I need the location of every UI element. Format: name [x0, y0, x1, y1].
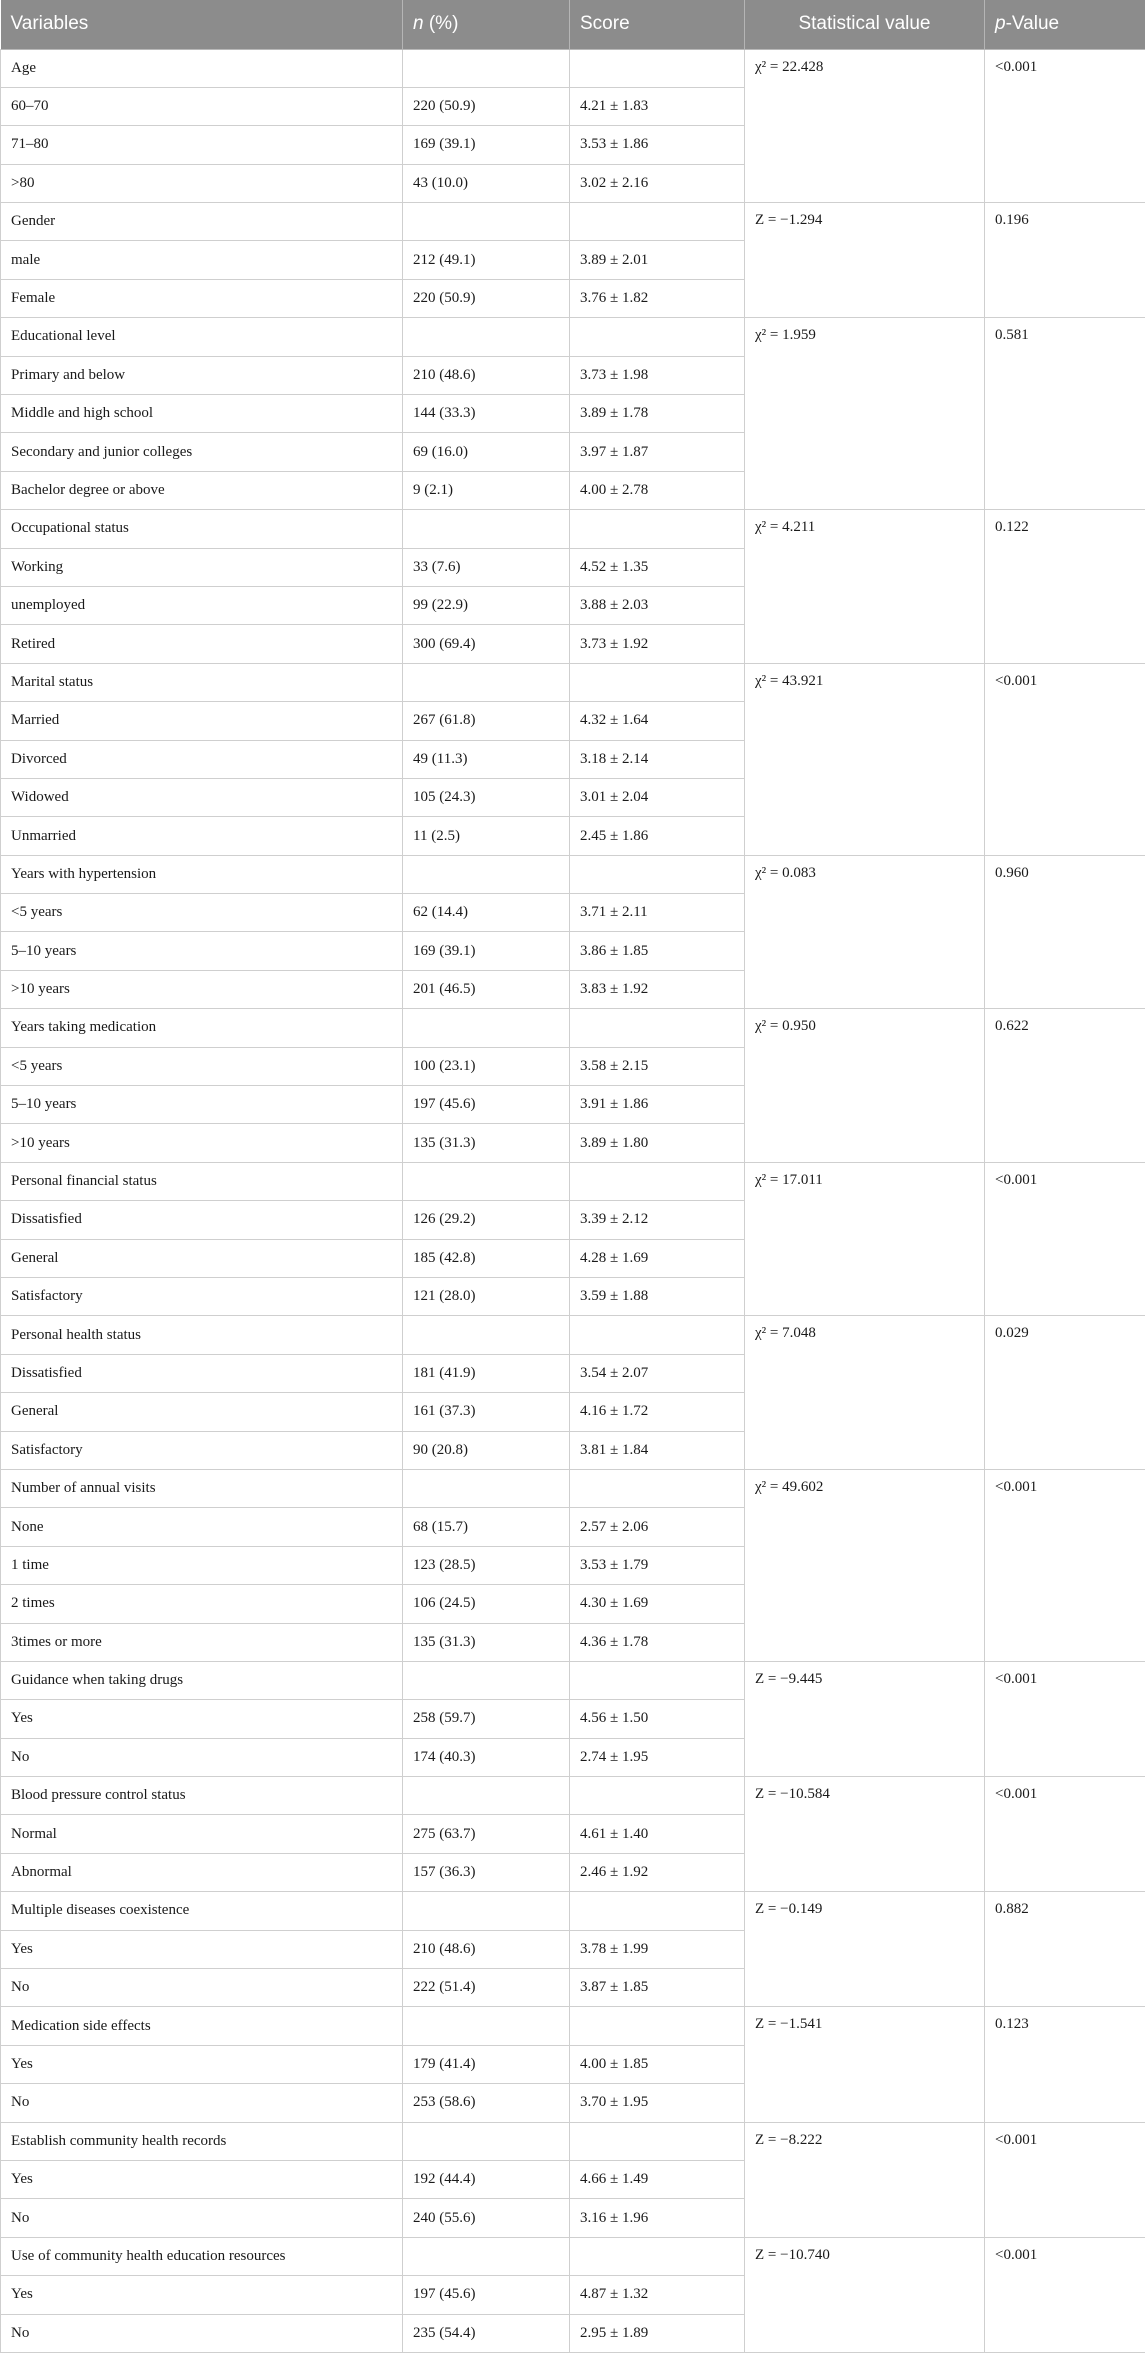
group-header-row	[1, 1661, 1145, 1699]
category-cell: Yes	[1, 2045, 403, 2083]
n-percent-cell: 300 (69.4)	[403, 625, 570, 663]
statistical-value-cell: χ² = 17.011	[745, 1162, 985, 1316]
n-percent-cell: 197 (45.6)	[403, 2276, 570, 2314]
empty-score-cell	[570, 855, 745, 893]
category-cell: Female	[1, 279, 403, 317]
group-header-row	[1, 203, 1145, 241]
score-cell: 4.00 ± 1.85	[570, 2045, 745, 2083]
group-header-row	[1, 2007, 1145, 2045]
score-cell: 4.21 ± 1.83	[570, 87, 745, 125]
score-cell: 3.88 ± 2.03	[570, 586, 745, 624]
statistical-value-cell: χ² = 49.602	[745, 1469, 985, 1661]
empty-score-cell	[570, 49, 745, 87]
empty-n-cell	[403, 1009, 570, 1047]
category-cell: Dissatisfied	[1, 1201, 403, 1239]
variable-name-cell: Years taking medication	[1, 1009, 403, 1047]
n-percent-cell: 11 (2.5)	[403, 817, 570, 855]
p-value-cell: 0.581	[985, 318, 1145, 510]
p-value-cell: <0.001	[985, 1162, 1145, 1316]
n-percent-cell: 62 (14.4)	[403, 894, 570, 932]
category-cell: Divorced	[1, 740, 403, 778]
header-p-value	[985, 0, 1145, 49]
p-value-cell: <0.001	[985, 2237, 1145, 2352]
n-percent-cell: 123 (28.5)	[403, 1546, 570, 1584]
n-percent-cell: 222 (51.4)	[403, 1969, 570, 2007]
score-cell: 3.81 ± 1.84	[570, 1431, 745, 1469]
score-cell: 2.74 ± 1.95	[570, 1738, 745, 1776]
score-cell: 3.73 ± 1.92	[570, 625, 745, 663]
empty-score-cell	[570, 1162, 745, 1200]
header-p-suffix: -Value	[1005, 13, 1060, 35]
score-cell: 4.87 ± 1.32	[570, 2276, 745, 2314]
n-percent-cell: 68 (15.7)	[403, 1508, 570, 1546]
group-header-row	[1, 1892, 1145, 1930]
category-cell: Abnormal	[1, 1853, 403, 1891]
category-cell: Retired	[1, 625, 403, 663]
category-cell: Primary and below	[1, 356, 403, 394]
category-cell: No	[1, 1738, 403, 1776]
p-value-cell: <0.001	[985, 663, 1145, 855]
category-cell: General	[1, 1239, 403, 1277]
n-percent-cell: 161 (37.3)	[403, 1393, 570, 1431]
score-cell: 4.36 ± 1.78	[570, 1623, 745, 1661]
group-header-row	[1, 318, 1145, 356]
n-percent-cell: 99 (22.9)	[403, 586, 570, 624]
empty-n-cell	[403, 1316, 570, 1354]
header-statistical-value: Statistical value	[745, 0, 985, 49]
category-cell: Working	[1, 548, 403, 586]
header-n-suffix: (%)	[423, 13, 459, 35]
empty-score-cell	[570, 663, 745, 701]
n-percent-cell: 174 (40.3)	[403, 1738, 570, 1776]
n-percent-cell: 100 (23.1)	[403, 1047, 570, 1085]
n-percent-cell: 9 (2.1)	[403, 471, 570, 509]
score-cell: 3.54 ± 2.07	[570, 1354, 745, 1392]
score-cell: 3.18 ± 2.14	[570, 740, 745, 778]
score-cell: 3.89 ± 1.80	[570, 1124, 745, 1162]
category-cell: 5–10 years	[1, 1086, 403, 1124]
n-percent-cell: 210 (48.6)	[403, 356, 570, 394]
p-value-cell: 0.122	[985, 510, 1145, 664]
n-percent-cell: 33 (7.6)	[403, 548, 570, 586]
variable-name-cell: Establish community health records	[1, 2122, 403, 2160]
score-cell: 2.46 ± 1.92	[570, 1853, 745, 1891]
empty-n-cell	[403, 855, 570, 893]
empty-score-cell	[570, 1661, 745, 1699]
statistical-value-cell: χ² = 4.211	[745, 510, 985, 664]
variable-name-cell: Years with hypertension	[1, 855, 403, 893]
p-value-cell: 0.029	[985, 1316, 1145, 1470]
score-cell: 3.53 ± 1.86	[570, 126, 745, 164]
score-cell: 3.97 ± 1.87	[570, 433, 745, 471]
empty-score-cell	[570, 1892, 745, 1930]
category-cell: <5 years	[1, 894, 403, 932]
group-header-row	[1, 2237, 1145, 2275]
group-header-row	[1, 1777, 1145, 1815]
group-header-row	[1, 510, 1145, 548]
category-cell: Yes	[1, 2276, 403, 2314]
empty-n-cell	[403, 663, 570, 701]
header-p-italic: p	[995, 13, 1006, 35]
header-row	[1, 0, 1145, 49]
category-cell: No	[1, 2084, 403, 2122]
statistical-value-cell: χ² = 43.921	[745, 663, 985, 855]
p-value-cell: <0.001	[985, 1777, 1145, 1892]
n-percent-cell: 126 (29.2)	[403, 1201, 570, 1239]
n-percent-cell: 169 (39.1)	[403, 126, 570, 164]
empty-n-cell	[403, 2122, 570, 2160]
statistical-value-cell: Z = −9.445	[745, 1661, 985, 1776]
statistical-value-cell: Z = −8.222	[745, 2122, 985, 2237]
statistical-value-cell: χ² = 0.083	[745, 855, 985, 1009]
category-cell: Widowed	[1, 778, 403, 816]
empty-score-cell	[570, 1469, 745, 1507]
category-cell: No	[1, 2314, 403, 2352]
group-header-row	[1, 1469, 1145, 1507]
n-percent-cell: 267 (61.8)	[403, 702, 570, 740]
category-cell: >10 years	[1, 1124, 403, 1162]
category-cell: No	[1, 2199, 403, 2237]
n-percent-cell: 106 (24.5)	[403, 1585, 570, 1623]
score-cell: 3.02 ± 2.16	[570, 164, 745, 202]
category-cell: 5–10 years	[1, 932, 403, 970]
category-cell: 1 time	[1, 1546, 403, 1584]
n-percent-cell: 192 (44.4)	[403, 2160, 570, 2198]
category-cell: >80	[1, 164, 403, 202]
p-value-cell: 0.960	[985, 855, 1145, 1009]
empty-n-cell	[403, 1469, 570, 1507]
variable-name-cell: Medication side effects	[1, 2007, 403, 2045]
category-cell: >10 years	[1, 970, 403, 1008]
score-cell: 3.39 ± 2.12	[570, 1201, 745, 1239]
variable-name-cell: Gender	[1, 203, 403, 241]
score-cell: 3.78 ± 1.99	[570, 1930, 745, 1968]
category-cell: No	[1, 1969, 403, 2007]
group-header-row	[1, 1162, 1145, 1200]
category-cell: Normal	[1, 1815, 403, 1853]
empty-n-cell	[403, 2237, 570, 2275]
header-n-italic: n	[413, 13, 424, 35]
category-cell: Dissatisfied	[1, 1354, 403, 1392]
score-cell: 4.61 ± 1.40	[570, 1815, 745, 1853]
score-cell: 3.53 ± 1.79	[570, 1546, 745, 1584]
category-cell: Yes	[1, 1700, 403, 1738]
category-cell: Middle and high school	[1, 395, 403, 433]
group-header-row	[1, 49, 1145, 87]
variable-name-cell: Multiple diseases coexistence	[1, 1892, 403, 1930]
score-cell: 4.00 ± 2.78	[570, 471, 745, 509]
score-cell: 3.89 ± 1.78	[570, 395, 745, 433]
category-cell: 2 times	[1, 1585, 403, 1623]
header-score: Score	[570, 0, 745, 49]
group-header-row	[1, 1009, 1145, 1047]
table-body	[1, 49, 1145, 2352]
variable-name-cell: Marital status	[1, 663, 403, 701]
statistical-value-cell: χ² = 1.959	[745, 318, 985, 510]
n-percent-cell: 144 (33.3)	[403, 395, 570, 433]
score-cell: 4.32 ± 1.64	[570, 702, 745, 740]
statistical-value-cell: χ² = 7.048	[745, 1316, 985, 1470]
n-percent-cell: 212 (49.1)	[403, 241, 570, 279]
category-cell: Satisfactory	[1, 1278, 403, 1316]
n-percent-cell: 275 (63.7)	[403, 1815, 570, 1853]
score-cell: 4.66 ± 1.49	[570, 2160, 745, 2198]
group-header-row	[1, 855, 1145, 893]
n-percent-cell: 197 (45.6)	[403, 1086, 570, 1124]
score-cell: 3.91 ± 1.86	[570, 1086, 745, 1124]
empty-n-cell	[403, 318, 570, 356]
n-percent-cell: 121 (28.0)	[403, 1278, 570, 1316]
empty-score-cell	[570, 1009, 745, 1047]
score-cell: 3.58 ± 2.15	[570, 1047, 745, 1085]
n-percent-cell: 179 (41.4)	[403, 2045, 570, 2083]
statistical-value-cell: Z = −10.740	[745, 2237, 985, 2352]
variable-name-cell: Personal health status	[1, 1316, 403, 1354]
statistical-value-cell: Z = −1.541	[745, 2007, 985, 2122]
n-percent-cell: 43 (10.0)	[403, 164, 570, 202]
empty-score-cell	[570, 2007, 745, 2045]
p-value-cell: 0.882	[985, 1892, 1145, 2007]
n-percent-cell: 135 (31.3)	[403, 1124, 570, 1162]
score-cell: 4.52 ± 1.35	[570, 548, 745, 586]
score-cell: 4.16 ± 1.72	[570, 1393, 745, 1431]
empty-n-cell	[403, 2007, 570, 2045]
p-value-cell: <0.001	[985, 2122, 1145, 2237]
p-value-cell: <0.001	[985, 1661, 1145, 1776]
score-cell: 3.16 ± 1.96	[570, 2199, 745, 2237]
category-cell: unemployed	[1, 586, 403, 624]
score-cell: 3.87 ± 1.85	[570, 1969, 745, 2007]
empty-n-cell	[403, 1777, 570, 1815]
n-percent-cell: 181 (41.9)	[403, 1354, 570, 1392]
empty-n-cell	[403, 203, 570, 241]
group-header-row	[1, 2122, 1145, 2160]
p-value-cell: 0.123	[985, 2007, 1145, 2122]
score-cell: 3.76 ± 1.82	[570, 279, 745, 317]
group-header-row	[1, 663, 1145, 701]
n-percent-cell: 201 (46.5)	[403, 970, 570, 1008]
group-header-row	[1, 1316, 1145, 1354]
score-cell: 4.30 ± 1.69	[570, 1585, 745, 1623]
n-percent-cell: 169 (39.1)	[403, 932, 570, 970]
category-cell: None	[1, 1508, 403, 1546]
n-percent-cell: 69 (16.0)	[403, 433, 570, 471]
variable-name-cell: Blood pressure control status	[1, 1777, 403, 1815]
category-cell: male	[1, 241, 403, 279]
score-cell: 3.71 ± 2.11	[570, 894, 745, 932]
variable-name-cell: Number of annual visits	[1, 1469, 403, 1507]
score-cell: 2.57 ± 2.06	[570, 1508, 745, 1546]
p-value-cell: 0.622	[985, 1009, 1145, 1163]
score-cell: 2.45 ± 1.86	[570, 817, 745, 855]
statistical-value-cell: χ² = 22.428	[745, 49, 985, 203]
n-percent-cell: 185 (42.8)	[403, 1239, 570, 1277]
empty-n-cell	[403, 510, 570, 548]
score-cell: 3.89 ± 2.01	[570, 241, 745, 279]
category-cell: Bachelor degree or above	[1, 471, 403, 509]
empty-n-cell	[403, 1661, 570, 1699]
variable-name-cell: Occupational status	[1, 510, 403, 548]
variable-name-cell: Use of community health education resources	[1, 2237, 403, 2275]
category-cell: Married	[1, 702, 403, 740]
n-percent-cell: 253 (58.6)	[403, 2084, 570, 2122]
empty-n-cell	[403, 1162, 570, 1200]
variable-name-cell: Age	[1, 49, 403, 87]
p-value-cell: <0.001	[985, 49, 1145, 203]
n-percent-cell: 210 (48.6)	[403, 1930, 570, 1968]
empty-score-cell	[570, 318, 745, 356]
n-percent-cell: 49 (11.3)	[403, 740, 570, 778]
header-n-percent	[403, 0, 570, 49]
variable-name-cell: Educational level	[1, 318, 403, 356]
n-percent-cell: 258 (59.7)	[403, 1700, 570, 1738]
category-cell: 71–80	[1, 126, 403, 164]
empty-n-cell	[403, 1892, 570, 1930]
empty-n-cell	[403, 49, 570, 87]
n-percent-cell: 90 (20.8)	[403, 1431, 570, 1469]
empty-score-cell	[570, 1316, 745, 1354]
p-value-cell: <0.001	[985, 1469, 1145, 1661]
empty-score-cell	[570, 1777, 745, 1815]
empty-score-cell	[570, 2122, 745, 2160]
statistical-value-cell: Z = −10.584	[745, 1777, 985, 1892]
score-cell: 3.59 ± 1.88	[570, 1278, 745, 1316]
category-cell: Yes	[1, 1930, 403, 1968]
score-cell: 3.83 ± 1.92	[570, 970, 745, 1008]
statistical-value-cell: Z = −0.149	[745, 1892, 985, 2007]
score-cell: 3.01 ± 2.04	[570, 778, 745, 816]
category-cell: General	[1, 1393, 403, 1431]
category-cell: 3times or more	[1, 1623, 403, 1661]
n-percent-cell: 240 (55.6)	[403, 2199, 570, 2237]
header-variables: Variables	[1, 0, 403, 49]
table-header	[1, 0, 1145, 49]
n-percent-cell: 135 (31.3)	[403, 1623, 570, 1661]
category-cell: Yes	[1, 2160, 403, 2198]
statistical-value-cell: χ² = 0.950	[745, 1009, 985, 1163]
score-cell: 4.28 ± 1.69	[570, 1239, 745, 1277]
empty-score-cell	[570, 203, 745, 241]
score-cell: 4.56 ± 1.50	[570, 1700, 745, 1738]
category-cell: Satisfactory	[1, 1431, 403, 1469]
score-cell: 3.86 ± 1.85	[570, 932, 745, 970]
n-percent-cell: 220 (50.9)	[403, 87, 570, 125]
empty-score-cell	[570, 510, 745, 548]
variable-name-cell: Personal financial status	[1, 1162, 403, 1200]
category-cell: Secondary and junior colleges	[1, 433, 403, 471]
score-cell: 3.73 ± 1.98	[570, 356, 745, 394]
score-cell: 2.95 ± 1.89	[570, 2314, 745, 2352]
n-percent-cell: 220 (50.9)	[403, 279, 570, 317]
p-value-cell: 0.196	[985, 203, 1145, 318]
statistical-value-cell: Z = −1.294	[745, 203, 985, 318]
n-percent-cell: 105 (24.3)	[403, 778, 570, 816]
variable-name-cell: Guidance when taking drugs	[1, 1661, 403, 1699]
category-cell: 60–70	[1, 87, 403, 125]
score-cell: 3.70 ± 1.95	[570, 2084, 745, 2122]
n-percent-cell: 157 (36.3)	[403, 1853, 570, 1891]
empty-score-cell	[570, 2237, 745, 2275]
category-cell: <5 years	[1, 1047, 403, 1085]
n-percent-cell: 235 (54.4)	[403, 2314, 570, 2352]
category-cell: Unmarried	[1, 817, 403, 855]
